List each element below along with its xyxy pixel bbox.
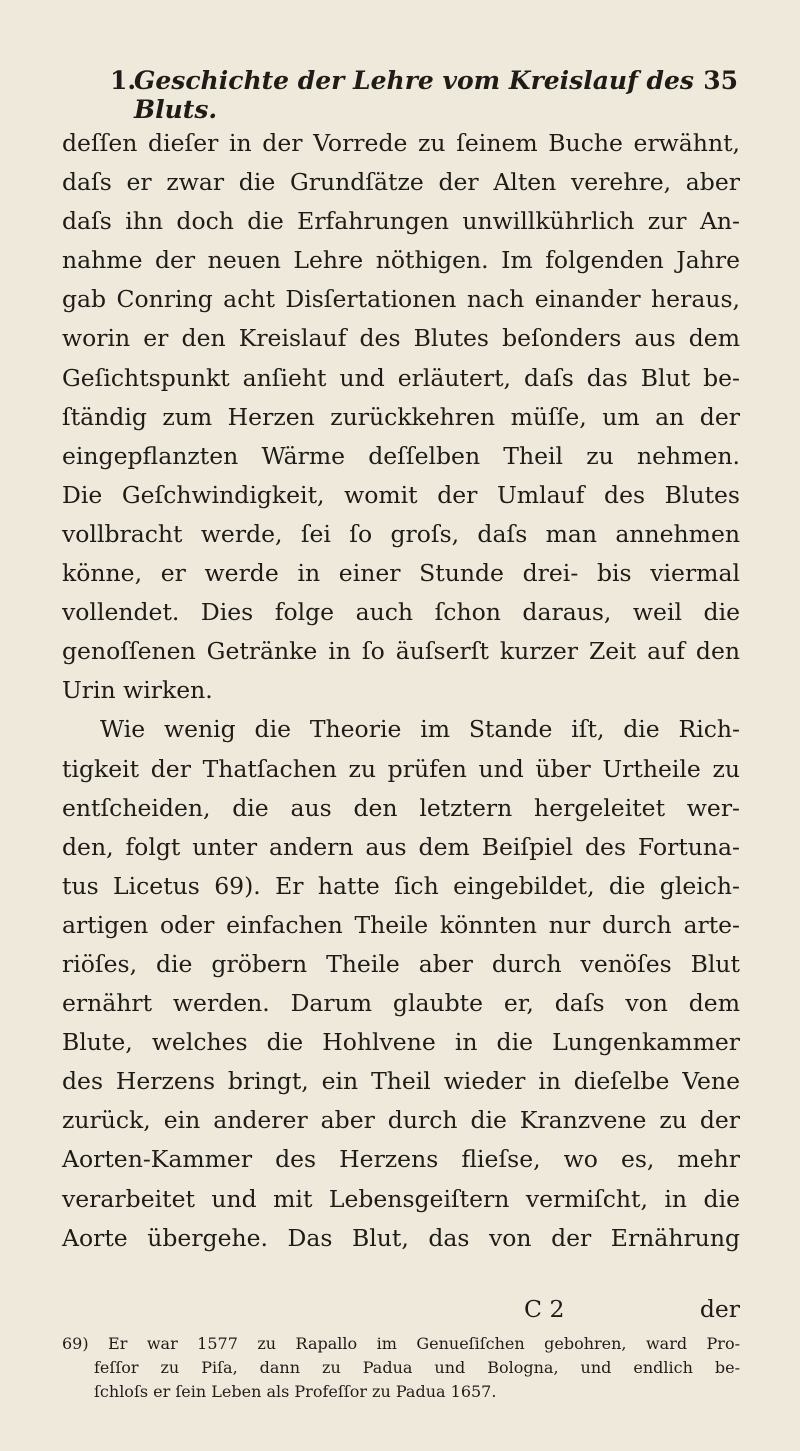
running-header (110, 66, 738, 124)
text-line: vollbracht werde, ſei ſo groſs, daſs man annehmen (62, 519, 740, 548)
text-line: ſtändig zum Herzen zurückkehren müſſe, um an der (62, 402, 740, 431)
text-line: nahme der neuen Lehre nöthigen. Im folgenden Jahre (62, 246, 740, 275)
text-line: vollendet. Dies folge auch ſchon daraus, weil die (62, 598, 740, 627)
text-line: zurück, ein anderer aber durch die Kranzvene zu der (62, 1106, 740, 1135)
signature-mark: C 2 (524, 1295, 565, 1323)
text-line: Die Geſchwindigkeit, womit der Umlauf des Blutes (62, 480, 740, 509)
text-line: artigen oder einfachen Theile könnten nur durch arte- (62, 910, 740, 939)
text-line: eingepflanzten Wärme deſſelben Theil zu nehmen. (62, 441, 740, 470)
text-line: Wie wenig die Theorie im Stande iſt, die Rich- (100, 715, 740, 744)
text-line: Aorten-Kammer des Herzens flieſse, wo es, mehr (62, 1145, 740, 1174)
running-title: Geschichte der Lehre vom Kreislauf des Bluts. (134, 66, 695, 124)
text-line: ernährt werden. Darum glaubte er, daſs von dem (62, 989, 740, 1018)
signature-row (62, 1295, 740, 1331)
footnote-line: ſchloſs er ſein Leben als Profeſſor zu Padua 1657. (94, 1382, 497, 1401)
text-line: tus Licetus 69). Er hatte ſich eingebildet, die gleich- (62, 871, 740, 900)
text-line: gab Conring acht Disſertationen nach einander heraus, (62, 285, 740, 314)
text-line: worin er den Kreislauf des Blutes beſonders aus dem (62, 324, 740, 353)
text-line: deſſen dieſer in der Vorrede zu ſeinem Buche erwähnt, (62, 129, 740, 157)
text-line: Geſichtspunkt anſieht und erläutert, daſs das Blut be- (62, 363, 740, 392)
page-number: 35 (703, 66, 738, 95)
text-line: tigkeit der Thatſachen zu prüfen und über Urtheile zu (62, 754, 740, 783)
text-line: entſcheiden, die aus den letztern hergeleitet wer- (62, 793, 740, 822)
text-line: riöſes, die gröbern Theile aber durch venöſes Blut (62, 949, 740, 978)
text-line: könne, er werde in einer Stunde drei- bis viermal (62, 559, 740, 588)
text-line: den, folgt unter andern aus dem Beiſpiel des Fortuna- (62, 832, 740, 861)
catchword: der (699, 1295, 740, 1323)
text-line: Urin wirken. (62, 676, 213, 705)
text-line: daſs ihn doch die Erfahrungen unwillkührlich zur An- (62, 207, 740, 236)
text-line: des Herzens bringt, ein Theil wieder in dieſelbe Vene (62, 1067, 740, 1096)
text-line: verarbeitet und mit Lebensgeiſtern vermiſcht, in die (62, 1184, 740, 1213)
chapter-number: 1. (110, 66, 137, 95)
text-line: genoſſenen Getränke in ſo äuſserſt kurzer Zeit auf den (62, 637, 740, 666)
text-line: Aorte übergehe. Das Blut, das von der Ernährung (62, 1223, 740, 1252)
footnote (62, 1332, 740, 1404)
footnote-line: 69) Er war 1577 zu Rapallo im Genueſiſchen gebohren, ward Pro- (62, 1334, 740, 1353)
main-text (62, 124, 740, 1258)
text-line: Blute, welches die Hohlvene in die Lungenkammer (62, 1028, 740, 1057)
text-line: daſs er zwar die Grundſätze der Alten verehre, aber (62, 168, 740, 197)
footnote-line: feſſor zu Piſa, dann zu Padua und Bologna, und endlich be- (94, 1358, 740, 1377)
